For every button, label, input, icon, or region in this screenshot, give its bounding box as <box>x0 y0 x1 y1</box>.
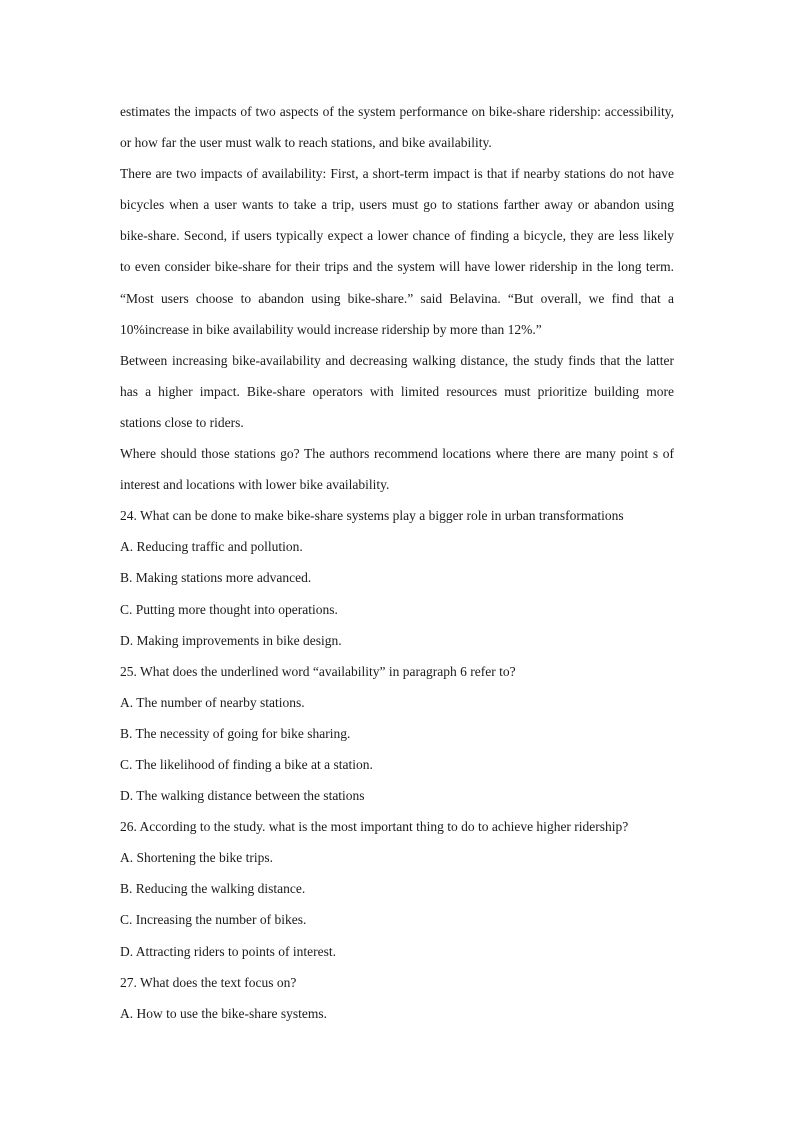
question-26-option-d: D. Attracting riders to points of interest. <box>120 943 336 959</box>
passage-line: 10%increase in bike availability would increase ridership by more than 12%.” <box>120 321 542 337</box>
question-26-stem: 26. According to the study. what is the most important thing to do to achieve higher ridership? <box>120 819 629 835</box>
question-24-option-c: C. Putting more thought into operations. <box>120 601 338 617</box>
passage-line: stations close to riders. <box>120 414 244 430</box>
question-27-option-a: A. How to use the bike-share systems. <box>120 1005 327 1021</box>
question-25-option-b: B. The necessity of going for bike sharing. <box>120 725 351 741</box>
passage-line: “Most users choose to abandon using bike-share.” said Belavina. “But overall, we find that a <box>120 290 674 306</box>
page-content <box>120 96 674 1029</box>
question-24-option-a: A. Reducing traffic and pollution. <box>120 539 303 555</box>
passage-line: bicycles when a user wants to take a trip, users must go to stations farther away or abandon using <box>120 197 674 213</box>
question-24-option-d: D. Making improvements in bike design. <box>120 632 342 648</box>
question-25-option-a: A. The number of nearby stations. <box>120 694 305 710</box>
question-26-option-c: C. Increasing the number of bikes. <box>120 912 307 928</box>
passage-line: bike-share. Second, if users typically expect a lower chance of finding a bicycle, they are less likely <box>120 228 674 244</box>
question-26-option-a: A. Shortening the bike trips. <box>120 850 273 866</box>
question-25-option-d: D. The walking distance between the stations <box>120 788 365 804</box>
question-24-option-b: B. Making stations more advanced. <box>120 570 312 586</box>
passage-line: interest and locations with lower bike availability. <box>120 477 390 493</box>
question-25-stem: 25. What does the underlined word “availability” in paragraph 6 refer to? <box>120 663 516 679</box>
question-27-stem: 27. What does the text focus on? <box>120 974 297 990</box>
question-26-option-b: B. Reducing the walking distance. <box>120 881 306 897</box>
question-24-stem: 24. What can be done to make bike-share systems play a bigger role in urban transformations <box>120 508 624 524</box>
passage-line: Where should those stations go? The authors recommend locations where there are many point s of <box>120 446 674 462</box>
passage-line: has a higher impact. Bike-share operators with limited resources must prioritize building more <box>120 383 674 399</box>
passage-line: There are two impacts of availability: First, a short-term impact is that if nearby stations do not have <box>120 166 674 182</box>
question-25-option-c: C. The likelihood of finding a bike at a station. <box>120 756 373 772</box>
passage-line: estimates the impacts of two aspects of the system performance on bike-share ridership: accessibility, <box>120 104 674 119</box>
passage-line: to even consider bike-share for their trips and the system will have lower ridership in the long term. <box>120 259 674 275</box>
passage-line: Between increasing bike-availability and decreasing walking distance, the study finds that the latter <box>120 352 674 368</box>
passage-line: or how far the user must walk to reach stations, and bike availability. <box>120 135 492 151</box>
